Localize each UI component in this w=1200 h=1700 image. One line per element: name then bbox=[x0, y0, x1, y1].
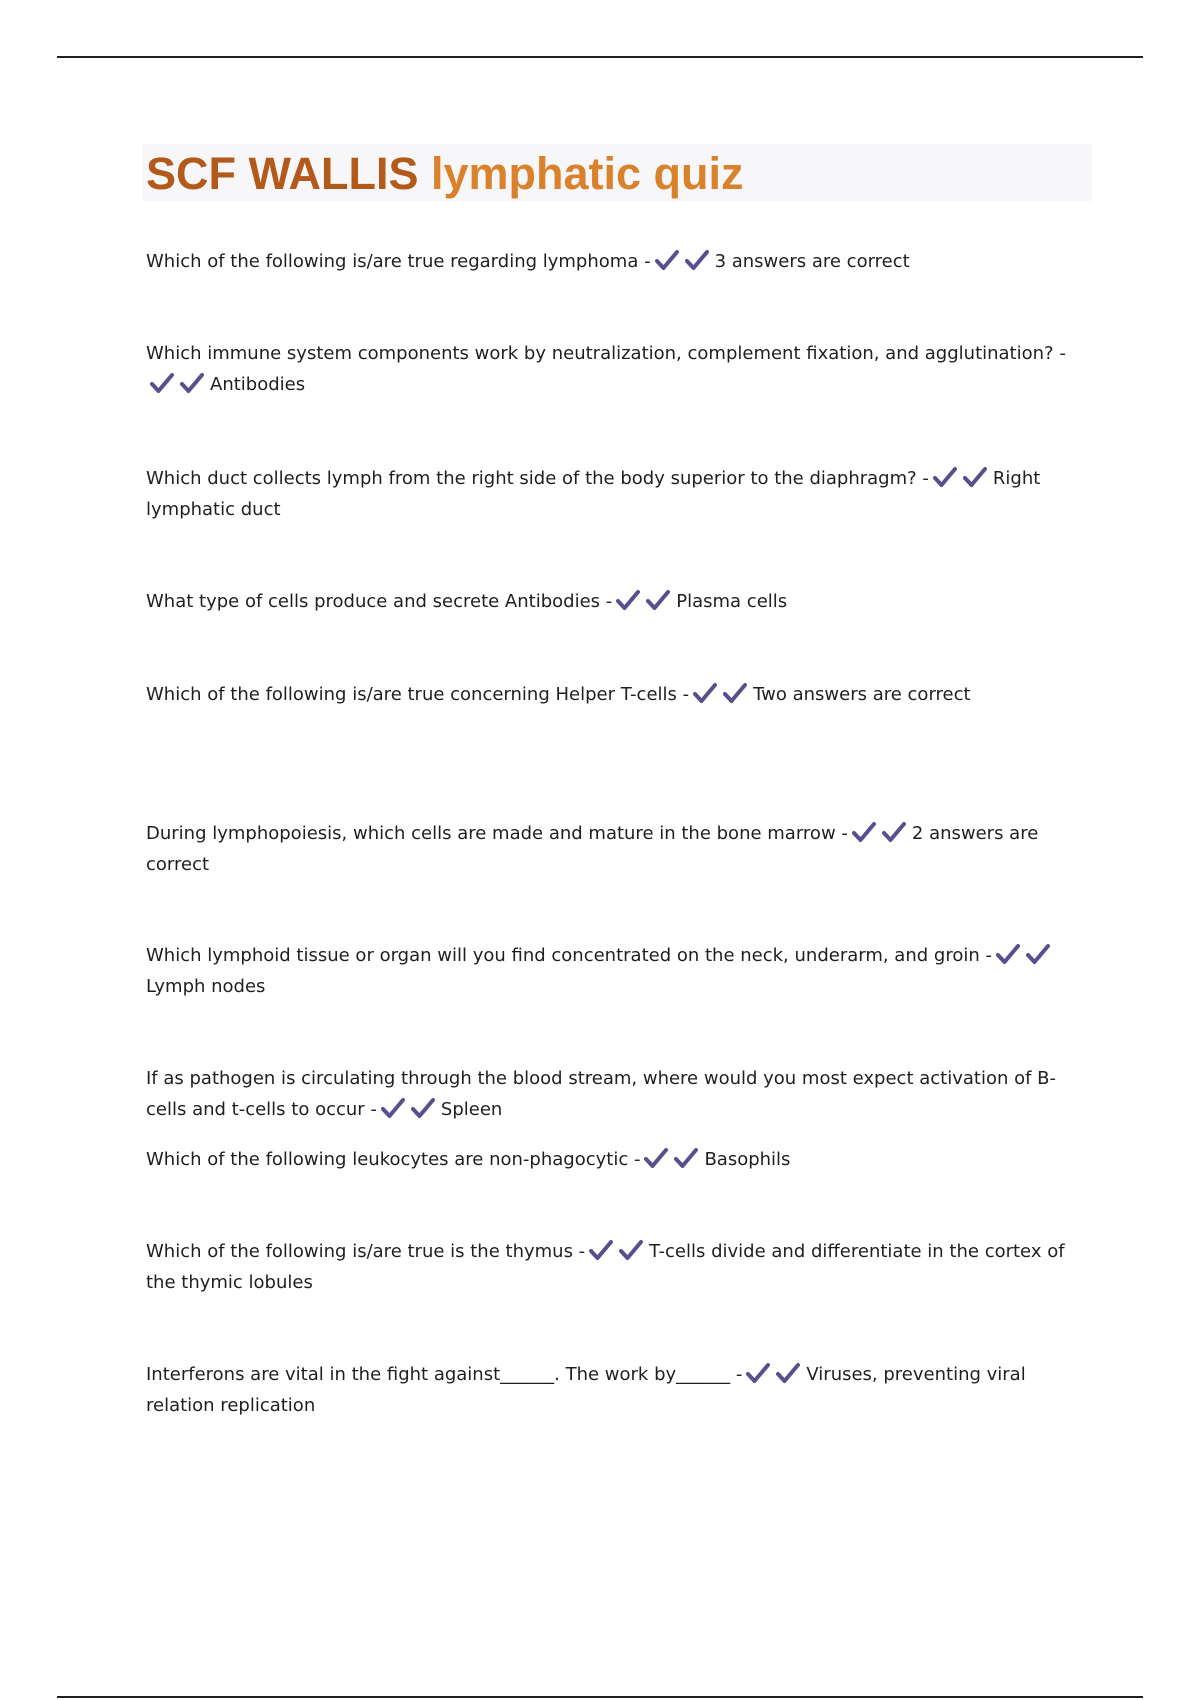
check-icon bbox=[381, 1097, 405, 1119]
check-icon bbox=[616, 589, 640, 611]
check-icon bbox=[693, 682, 717, 704]
qa-item-1 bbox=[146, 246, 1091, 277]
question-text: Which of the following is/are true regarding lymphoma - bbox=[146, 251, 651, 272]
check-icon bbox=[411, 1097, 435, 1119]
check-icon bbox=[589, 1239, 613, 1261]
qa-item-5 bbox=[146, 679, 1091, 710]
qa-item-8 bbox=[146, 1063, 1091, 1125]
answer-text: Antibodies bbox=[210, 374, 306, 395]
question-text: Which of the following is/are true concerning Helper T-cells - bbox=[146, 684, 690, 705]
check-icon bbox=[685, 249, 709, 271]
answer-text: Spleen bbox=[440, 1099, 503, 1120]
title-part-2: lymphatic quiz bbox=[431, 148, 744, 199]
question-text: During lymphopoiesis, which cells are made and mature in the bone marrow - bbox=[146, 823, 848, 844]
answer-text: 3 answers are correct bbox=[714, 251, 910, 272]
check-icon bbox=[655, 249, 679, 271]
check-icon bbox=[882, 821, 906, 843]
check-icon bbox=[723, 682, 747, 704]
answer-text: Two answers are correct bbox=[753, 684, 971, 705]
answer-text: Lymph nodes bbox=[146, 976, 266, 997]
qa-item-10 bbox=[146, 1236, 1091, 1298]
check-icon bbox=[644, 1147, 668, 1169]
check-icon bbox=[674, 1147, 698, 1169]
qa-item-4 bbox=[146, 586, 1091, 617]
question-text: Which immune system components work by neutralization, complement fixation, and agglutination? - bbox=[146, 343, 1066, 364]
page-title bbox=[146, 148, 744, 200]
check-icon bbox=[852, 821, 876, 843]
question-text: Interferons are vital in the fight against______. The work by______ - bbox=[146, 1364, 743, 1385]
question-text: If as pathogen is circulating through the blood stream, where would you most expect activation of B-cells and t-cells to occur - bbox=[146, 1068, 1057, 1120]
answer-text: Plasma cells bbox=[676, 591, 788, 612]
qa-item-2 bbox=[146, 338, 1091, 400]
question-text: Which lymphoid tissue or organ will you find concentrated on the neck, underarm, and groin - bbox=[146, 945, 992, 966]
title-part-1: SCF WALLIS bbox=[146, 148, 419, 199]
check-icon bbox=[933, 466, 957, 488]
answer-text: Basophils bbox=[704, 1149, 791, 1170]
qa-item-7 bbox=[146, 940, 1091, 1002]
question-text: What type of cells produce and secrete Antibodies - bbox=[146, 591, 613, 612]
top-rule bbox=[57, 56, 1143, 58]
bottom-rule bbox=[57, 1696, 1143, 1698]
qa-item-3 bbox=[146, 463, 1091, 525]
check-icon bbox=[180, 372, 204, 394]
question-text: Which duct collects lymph from the right side of the body superior to the diaphragm? - bbox=[146, 468, 929, 489]
qa-item-6 bbox=[146, 818, 1091, 880]
check-icon bbox=[646, 589, 670, 611]
check-icon bbox=[963, 466, 987, 488]
qa-item-9 bbox=[146, 1144, 1091, 1175]
question-text: Which of the following leukocytes are non-phagocytic - bbox=[146, 1149, 641, 1170]
answer-text: 2 answers are correct bbox=[146, 823, 1039, 875]
check-icon bbox=[776, 1362, 800, 1384]
answer-text: T-cells divide and differentiate in the cortex of the thymic lobules bbox=[146, 1241, 1065, 1293]
check-icon bbox=[619, 1239, 643, 1261]
check-icon bbox=[1026, 943, 1050, 965]
check-icon bbox=[150, 372, 174, 394]
answer-text: Viruses, preventing viral relation replication bbox=[146, 1364, 1026, 1416]
qa-item-11 bbox=[146, 1359, 1091, 1421]
check-icon bbox=[746, 1362, 770, 1384]
check-icon bbox=[996, 943, 1020, 965]
answer-text: Right lymphatic duct bbox=[146, 468, 1041, 520]
question-text: Which of the following is/are true is the thymus - bbox=[146, 1241, 586, 1262]
